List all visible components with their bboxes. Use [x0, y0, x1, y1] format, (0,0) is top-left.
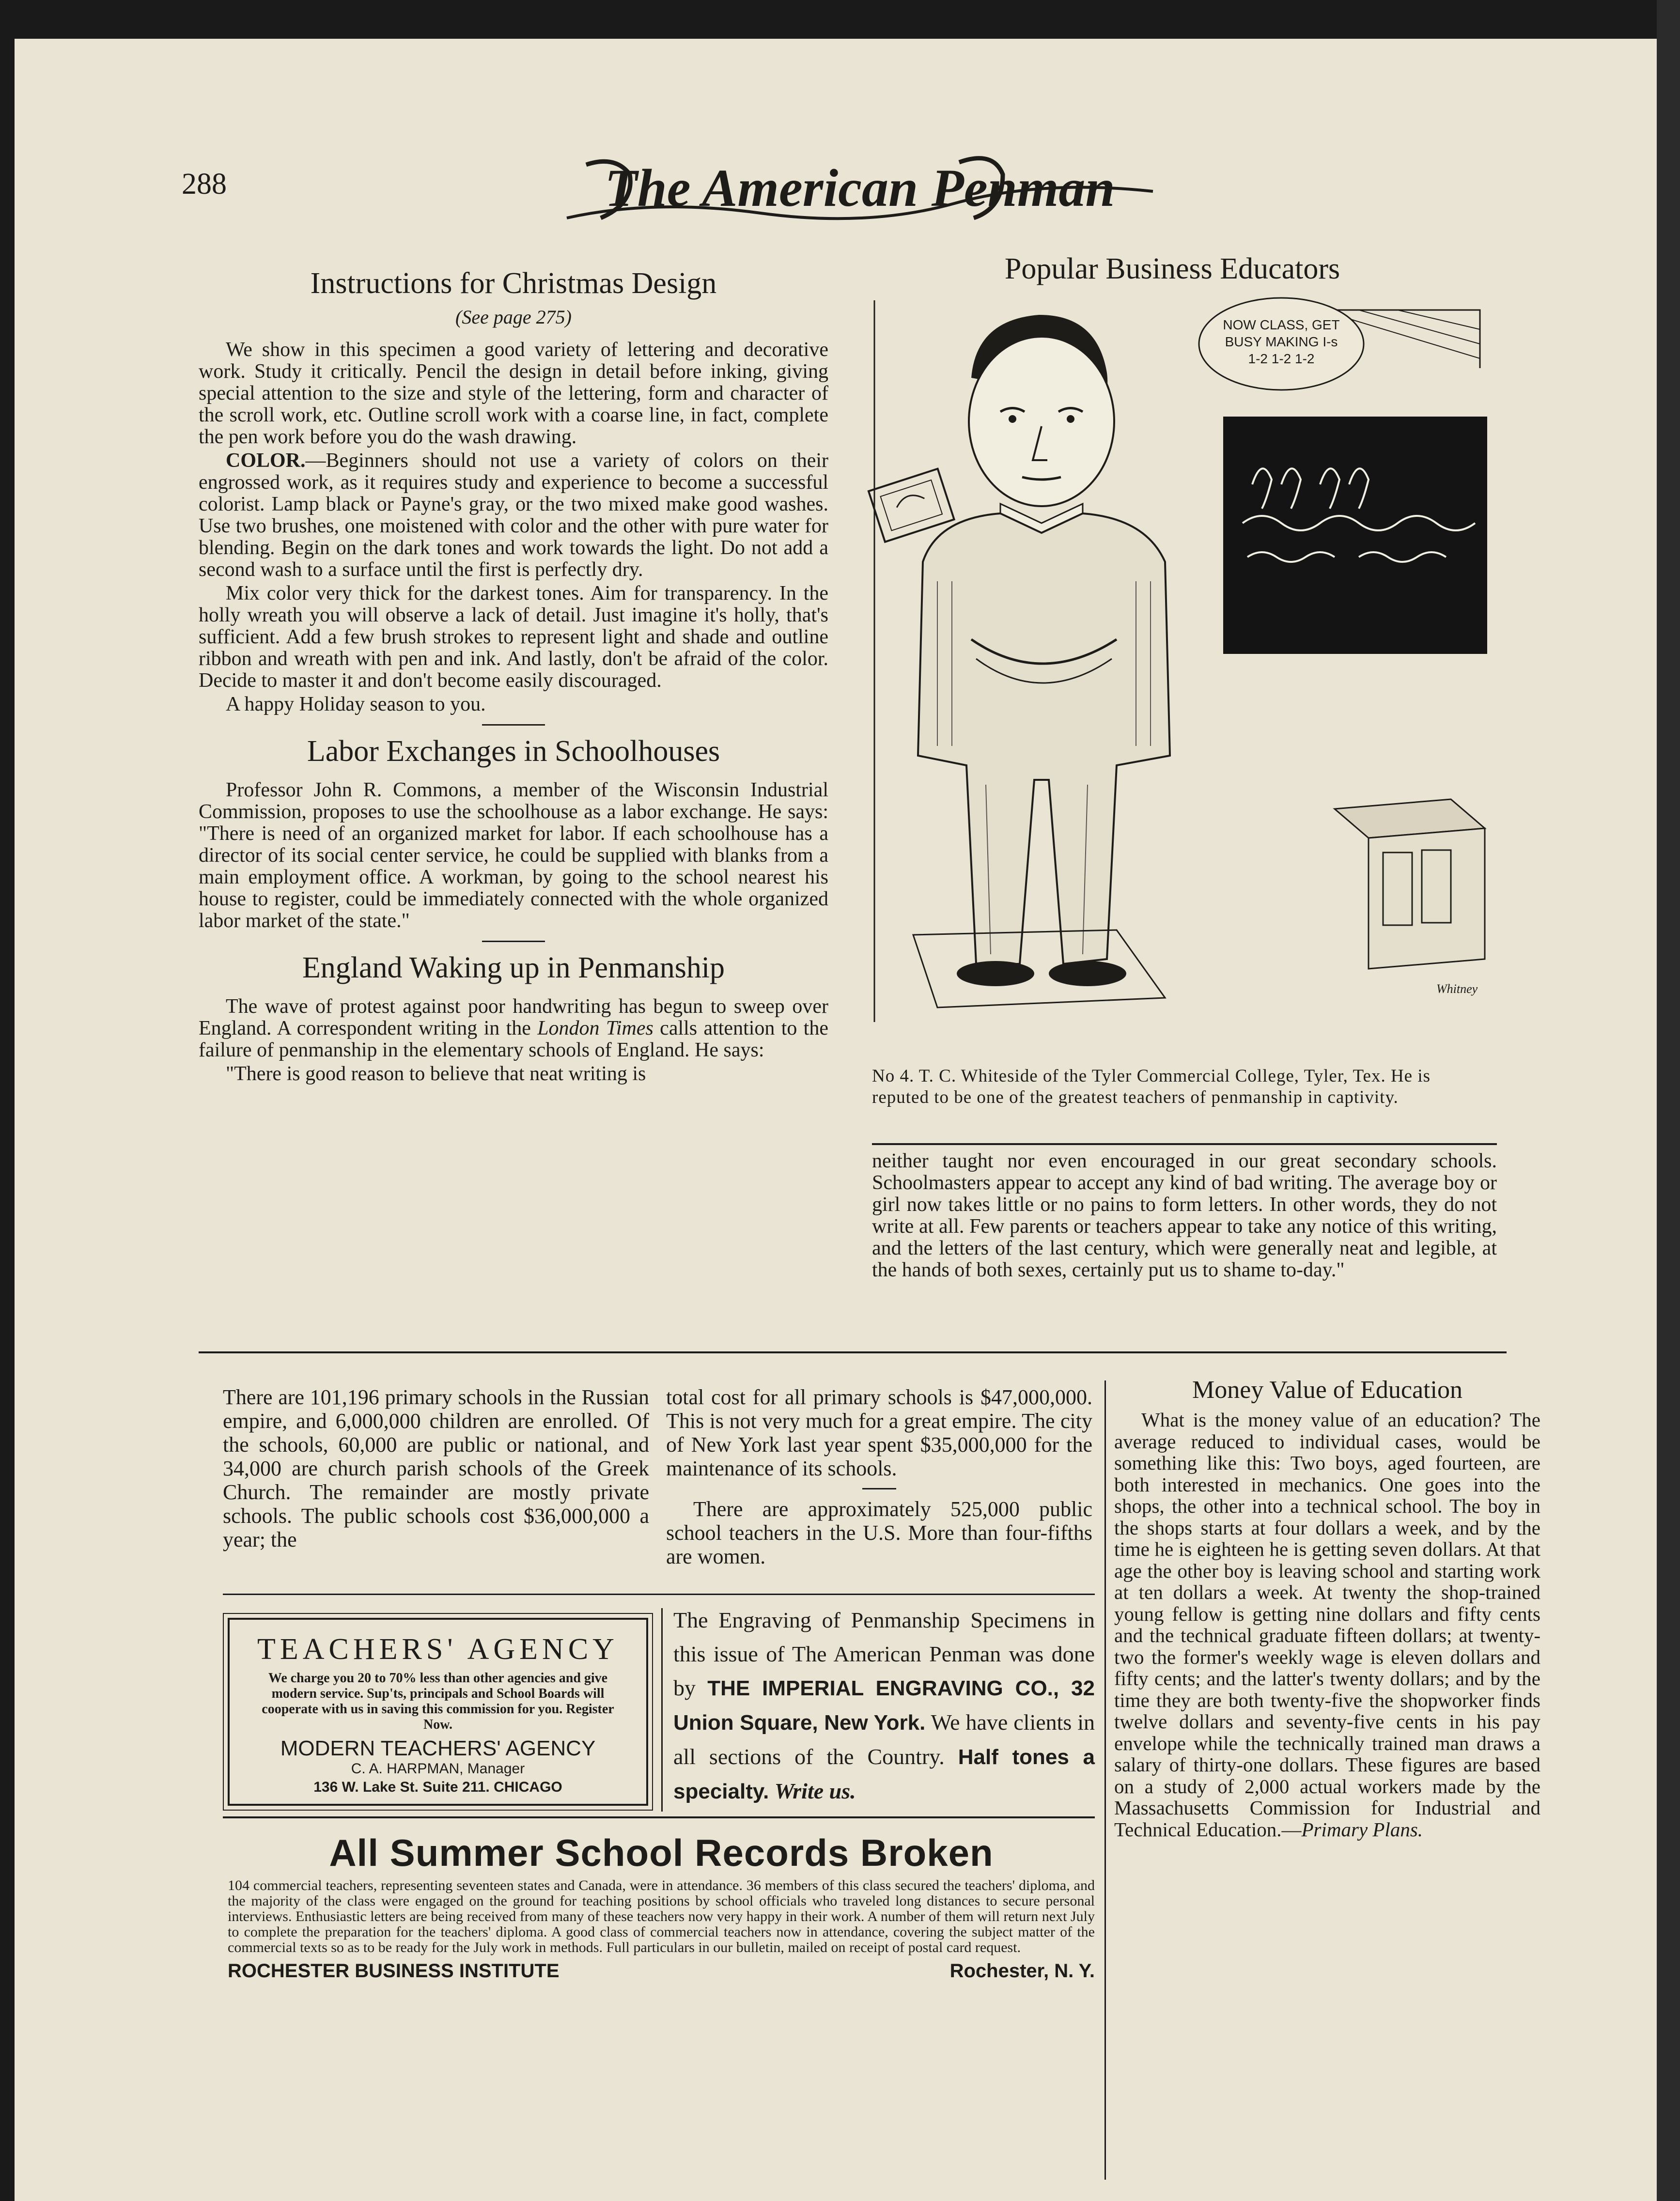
agency-title: TEACHERS' AGENCY: [257, 1633, 619, 1666]
summer-body: 104 commercial teachers, representing seventeen states and Canada, were in attendance. 36 members of this class secured the teachers' diploma, and the majority of the class were engaged on the ground for teaching positions by school officials who traveled long distances to secure personal interviews. Enthusiastic letters are being received from many of these teachers now very happy in their work. A number of them will return next July to complete the preparation for the teachers' diploma. A good class of commercial teachers now in attendance, covering the subject matter of the commercial texts so as to be ready for the July work in methods. Full particulars in our bulletin, mailed on receipt of postal card request.: [228, 1877, 1095, 1955]
christmas-body: [199, 339, 828, 715]
agency-blurb: We charge you 20 to 70% less than other agencies and give modern service. Sup'ts, principals and School Boards will cooperate with us in saving this commission for you. Register Now.: [262, 1671, 614, 1732]
wall-picture: [869, 469, 954, 542]
money-article: [1114, 1376, 1540, 1842]
section-divider: [862, 1488, 896, 1489]
labor-body: [199, 779, 828, 932]
speech-line-1: NOW CLASS, GET: [1223, 317, 1340, 332]
england-title: England Waking up in Penmanship: [302, 951, 725, 984]
page-number: 288: [182, 168, 227, 201]
ad-rule: [223, 1594, 1095, 1595]
agency-address: 136 W. Lake St. Suite 211. CHICAGO: [313, 1779, 562, 1795]
christmas-title: Instructions for Christmas Design: [310, 267, 717, 300]
labor-para-1: Professor John R. Commons, a member of the Wisconsin Industrial Commission, proposes to use the schoolhouse as a labor exchange. He says: "There is need of an organized market for labor. If each schoolhouse has a director of its social center service, he could be supplied with blanks from a main employment office. A workman, by going to the school nearest his house to register, could be immediately connected with the whole organized labor market of the state.": [199, 779, 828, 932]
masthead-script-icon: [557, 145, 1163, 237]
color-lead: COLOR.: [226, 450, 306, 472]
teachers-agency-ad: [228, 1618, 648, 1806]
christmas-para-2-text: —Beginners should not use a variety of colors on their engrossed work, as it requires study and experience to become a successful colorist. Lamp black or Payne's gray, or the two mixed make good washes. Use two brushes, one moistened with color and the other with pure water for blending. Begin on the dark tones and work towards the light. Do not add a second wash to a surface until the first is perfectly dry.: [199, 450, 828, 581]
popular-educators: [857, 252, 1487, 286]
money-text: What is the money value of an education? The average reduced to individual cases, would be something like this: Two boys, aged fourteen, are both interested in mechanics. One goes into the shops, the other into a technical school. The boy in the shops starts at four dollars a week, and by the time he is eighteen he is getting seven dollars. At that age the other boy is leaving school and starting work at ten dollars a week. At twenty the shop-trained young fellow is getting nine dollars and fifty cents and the technical graduate fifteen dollars; at twenty-two the former's weekly wage is eleven dollars and fifty cents; and the latter's twenty dollars; and by the time they are both twenty-five the shopworker finds twelve dollars and seventy-five cents in his pay envelope while the technically trained man draws a salary of thirty-one dollars. These figures are based on a study of 2,000 actual workers made by the Massachusetts Commission for Industrial and Technical Education.—: [1114, 1409, 1540, 1841]
england-text-a: The wave of protest against poor handwriting has begun to sweep over England. A correspondent writing in the: [199, 995, 828, 1039]
chalkboard: [1223, 417, 1487, 654]
engraving-company: THE IMPERIAL ENGRAVING CO., 32 Union Square, New York.: [673, 1676, 1095, 1735]
money-source: Primary Plans.: [1301, 1818, 1423, 1841]
section-divider: [482, 724, 545, 726]
london-times: London Times: [537, 1017, 653, 1039]
england-para-2: "There is good reason to believe that neat writing is: [226, 1063, 646, 1085]
money-title: Money Value of Education: [1192, 1376, 1462, 1404]
summer-title: All Summer School Records Broken: [329, 1831, 994, 1874]
left-shoe: [957, 961, 1034, 986]
engraving-text-b: We have clients in all sections of the Country.: [673, 1710, 1095, 1769]
christmas-para-1: We show in this specimen a good variety of lettering and decorative work. Study it critically. Pencil the design in detail before inking, giving special attention to the size and style of the lettering, form and character of the scroll work, etc. Outline scroll work with a coarse line, in fact, complete the pen work before you do the wash drawing.: [199, 339, 828, 448]
engraving-halftones: Half tones a specialty.: [673, 1745, 1095, 1803]
masthead-logo: [557, 145, 1163, 237]
caricature-drawing: [855, 291, 1490, 1027]
christmas-para-2: [199, 450, 828, 581]
labor-title: Labor Exchanges in Schoolhouses: [307, 735, 720, 768]
rug: [913, 930, 1165, 1008]
summer-footer: [228, 1960, 1095, 1984]
masthead-title: The American Penman: [605, 158, 1115, 217]
speech-line-2: BUSY MAKING I-s: [1225, 334, 1338, 349]
caption-rule: [872, 1143, 1497, 1145]
artist-signature: Whitney: [1436, 982, 1478, 996]
desk: [1335, 799, 1485, 969]
england-body: [199, 996, 828, 1085]
christmas-para-4: A happy Holiday season to you.: [226, 693, 486, 715]
book-spine: [1657, 0, 1680, 2201]
right-shoe: [1049, 961, 1126, 986]
speech-line-3: 1-2 1-2 1-2: [1248, 351, 1315, 366]
russia-para-b: There are approximately 525,000 public school teachers in the U.S. More than four-fifths are women.: [666, 1497, 1092, 1568]
institute-city: Rochester, N. Y.: [949, 1960, 1095, 1982]
institute-name: ROCHESTER BUSINESS INSTITUTE: [228, 1960, 560, 1982]
summer-school-ad: [228, 1831, 1095, 1984]
popular-title: Popular Business Educators: [1004, 252, 1340, 285]
england-text-b: calls attention to the failure of penmanship in the elementary schools of England. He says:: [199, 1017, 828, 1061]
russia-col-2: [666, 1385, 1092, 1568]
column-divider: [1104, 1380, 1106, 2180]
engraving-text-a: The Engraving of Penmanship Specimens in this issue of The American Penman was done by: [673, 1608, 1095, 1700]
agency-manager: C. A. HARPMAN, Manager: [351, 1761, 525, 1777]
engraving-ad: [673, 1603, 1095, 1809]
caricature-illustration: [855, 291, 1490, 1027]
money-body: [1114, 1409, 1540, 1840]
summer-rule: [223, 1816, 1095, 1818]
full-width-rule: [199, 1351, 1507, 1353]
ad-divider: [661, 1608, 663, 1812]
england-continued: neither taught nor even encouraged in our great secondary schools. Schoolmasters appear to accept any kind of bad writing. The average boy or girl now takes little or no pains to form letters. In other words, they do not write at all. Few parents or teachers appear to take any notice of this writing, and the letters of the last century, which were generally neat and legible, at the hands of both sexes, certainly put us to shame to-day.": [872, 1150, 1497, 1281]
suit: [918, 513, 1170, 964]
caricature-caption: No 4. T. C. Whiteside of the Tyler Commercial College, Tyler, Tex. He is reputed to be one of the greatest teachers of penmanship in captivity.: [872, 1066, 1431, 1107]
christmas-para-3: Mix color very thick for the darkest tones. Aim for transparency. In the holly wreath you will observe a lack of detail. Just imagine it's holly, that's sufficient. Add a few brush strokes to represent light and shade and outline ribbon and wreath with pen and ink. And lastly, don't be afraid of the color. Decide to master it and don't become easily discouraged.: [199, 582, 828, 692]
christmas-article: [199, 266, 828, 1087]
russia-para-a: total cost for all primary schools is $47,000,000. This is not very much for a great empire. The city of New York last year spent $35,000,000 for the maintenance of its schools.: [666, 1385, 1092, 1480]
agency-name: MODERN TEACHERS' AGENCY: [280, 1736, 596, 1760]
section-divider: [482, 941, 545, 942]
christmas-subtitle: (See page 275): [455, 306, 572, 328]
write-us: Write us.: [774, 1779, 856, 1803]
russia-col-1: There are 101,196 primary schools in the Russian empire, and 6,000,000 children are enrolled. Of the schools, 60,000 are public or national, and 34,000 are church parish schools of the Greek Church. The remainder are mostly private schools. The public schools cost $36,000,000 a year; the: [223, 1385, 649, 1551]
money-para-1: [1114, 1409, 1540, 1840]
england-para-1: [199, 996, 828, 1061]
